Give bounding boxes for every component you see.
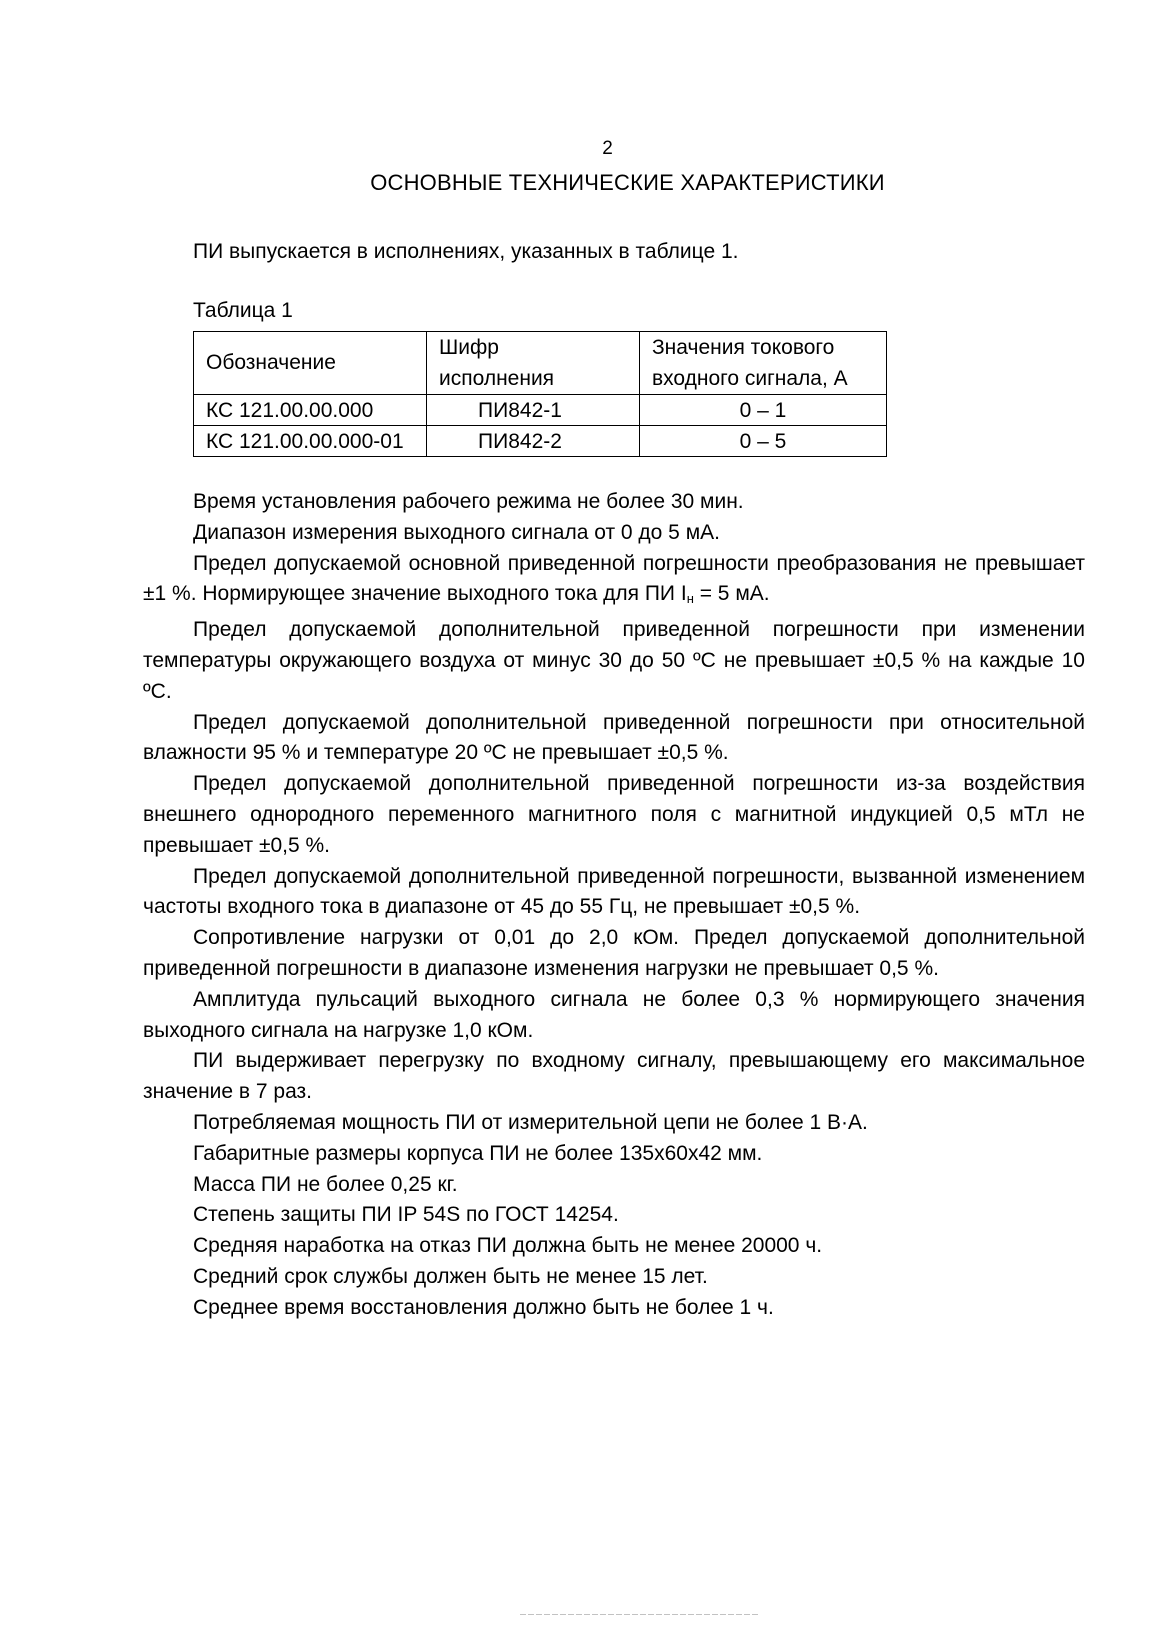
paragraph-protection: Степень защиты ПИ IP 54S по ГОСТ 14254. bbox=[193, 1203, 619, 1227]
cell-designation: КС 121.00.00.000 bbox=[194, 395, 427, 426]
cell-value: 0 – 1 bbox=[640, 395, 887, 426]
header-code-line1: Шифр bbox=[439, 336, 499, 359]
header-values-line1: Значения токового bbox=[652, 336, 835, 359]
header-values-line2: входного сигнала, А bbox=[652, 367, 848, 390]
paragraph-humidity-error: Предел допускаемой дополнительной приведенной погрешности при относительной влажности 95 % и температуре 20 ºС не превышает ±0,5 %. bbox=[143, 710, 1085, 765]
paragraph-temperature-error: Предел допускаемой дополнительной приведенной погрешности при изменении температуры окружающего воздуха от минус 30 до 50 ºС не превышает ±0,5 % на каждые 10 ºС. bbox=[143, 618, 1085, 703]
paragraph-basic-error bbox=[143, 549, 1085, 616]
subscript-n: н bbox=[686, 591, 694, 607]
page-number: 2 bbox=[602, 138, 613, 159]
basic-error-text: Предел допускаемой основной приведенной погрешности преобразования не превышает ±1 %. Нормирующее значение выходного тока для ПИ I bbox=[143, 551, 1085, 606]
cell-designation: КС 121.00.00.000-01 bbox=[194, 426, 427, 457]
scan-artifact-line bbox=[520, 1614, 760, 1615]
specifications-body bbox=[143, 487, 1085, 1324]
paragraph-warmup-time: Время установления рабочего режима не более 30 мин. bbox=[193, 490, 744, 513]
intro-text: ПИ выпускается в исполнениях, указанных в таблице 1. bbox=[193, 240, 739, 263]
table-row bbox=[194, 426, 887, 457]
paragraph-mtbf: Средняя наработка на отказ ПИ должна быть не менее 20000 ч. bbox=[193, 1234, 823, 1258]
paragraph-ripple: Амплитуда пульсаций выходного сигнала не более 0,3 % нормирующего значения выходного сигнала на нагрузке 1,0 кОм. bbox=[143, 987, 1085, 1042]
table-row bbox=[194, 395, 887, 426]
header-designation: Обозначение bbox=[194, 332, 427, 395]
table-header-row bbox=[194, 332, 887, 395]
header-code-line2: исполнения bbox=[439, 367, 555, 390]
paragraph-mass: Масса ПИ не более 0,25 кг. bbox=[193, 1172, 458, 1196]
paragraph-service-life: Средний срок службы должен быть не менее 15 лет. bbox=[193, 1264, 708, 1288]
table-caption: Таблица 1 bbox=[193, 299, 293, 322]
paragraph-output-range: Диапазон измерения выходного сигнала от 0 до 5 мА. bbox=[193, 520, 720, 544]
paragraph-load-resistance: Сопротивление нагрузки от 0,01 до 2,0 кОм. Предел допускаемой дополнительной приведенной погрешности в диапазоне изменения нагрузки не превышает 0,5 %. bbox=[143, 926, 1085, 980]
header-values bbox=[640, 332, 887, 395]
cell-code: ПИ842-2 bbox=[427, 426, 640, 457]
paragraph-overload: ПИ выдерживает перегрузку по входному сигналу, превышающему его максимальное значение в 7 раз. bbox=[143, 1049, 1085, 1104]
header-code bbox=[427, 332, 640, 395]
paragraph-frequency-error: Предел допускаемой дополнительной приведенной погрешности, вызванной изменением частоты входного тока в диапазоне от 45 до 55 Гц, не превышает ±0,5 %. bbox=[143, 864, 1085, 919]
cell-value: 0 – 5 bbox=[640, 426, 887, 457]
paragraph-power-consumption: Потребляемая мощность ПИ от измерительной цепи не более 1 В·А. bbox=[193, 1110, 868, 1134]
basic-error-text-end: = 5 мА. bbox=[693, 582, 770, 606]
paragraph-magnetic-error: Предел допускаемой дополнительной приведенной погрешности из-за воздействия внешнего однородного переменного магнитного поля с магнитной индукцией 0,5 мТл не превышает ±0,5 %. bbox=[143, 772, 1085, 857]
paragraph-recovery-time: Среднее время восстановления должно быть не более 1 ч. bbox=[193, 1295, 774, 1319]
section-title: ОСНОВНЫЕ ТЕХНИЧЕСКИЕ ХАРАКТЕРИСТИКИ bbox=[370, 170, 885, 195]
paragraph-dimensions: Габаритные размеры корпуса ПИ не более 135х60х42 мм. bbox=[193, 1141, 763, 1165]
versions-table bbox=[193, 331, 887, 457]
cell-code: ПИ842-1 bbox=[427, 395, 640, 426]
